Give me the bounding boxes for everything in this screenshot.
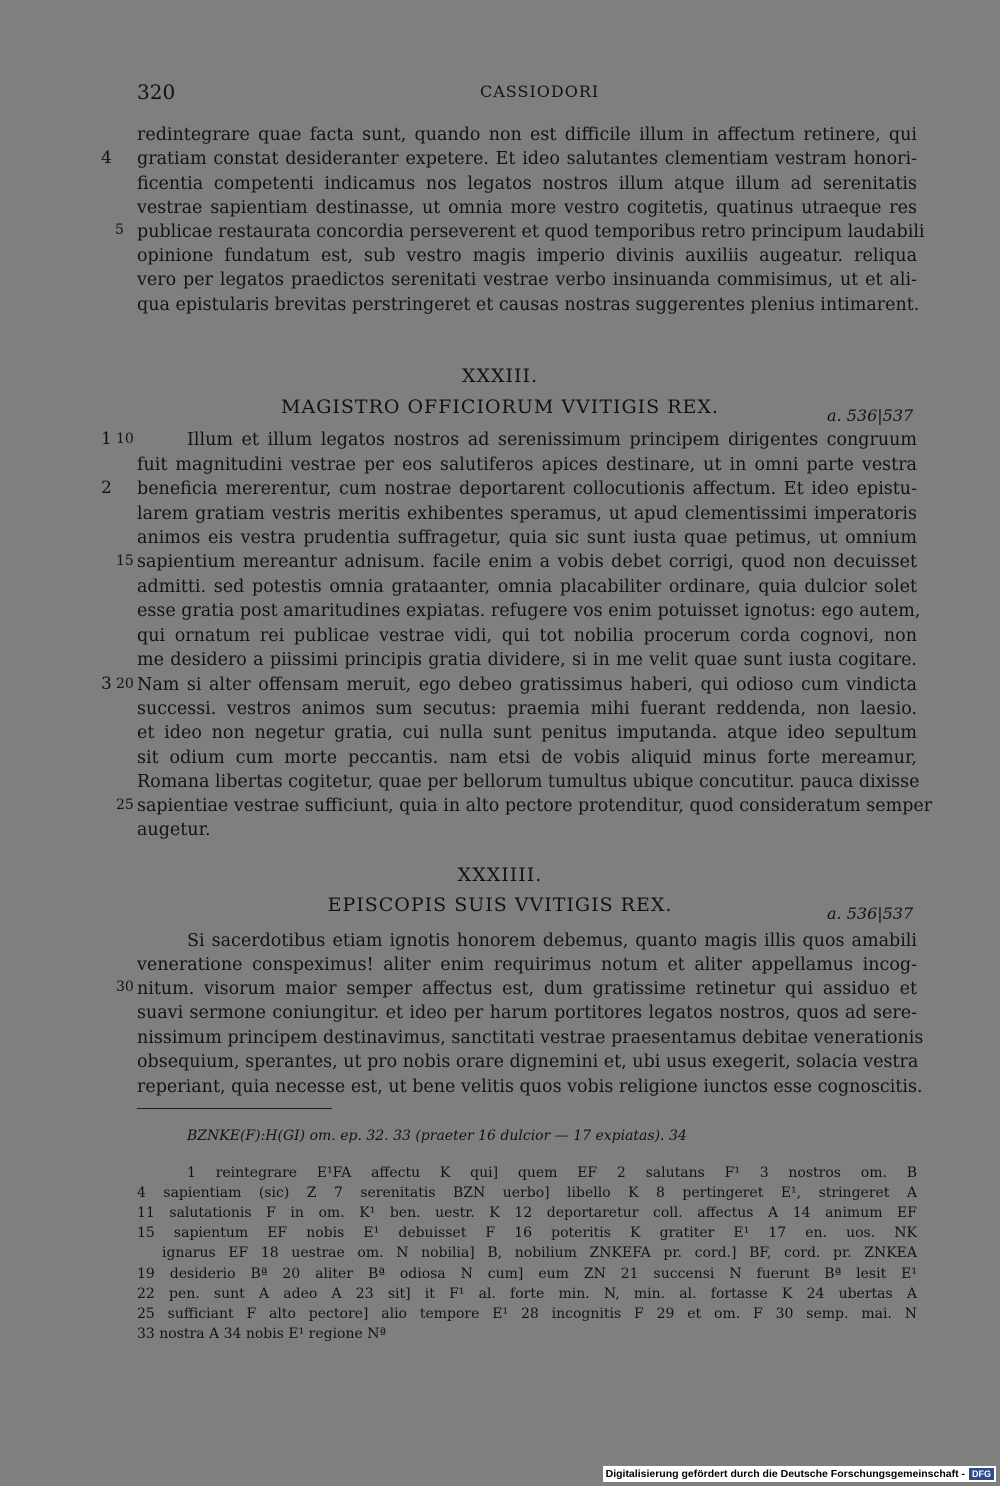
running-title: CASSIODORI: [480, 82, 600, 101]
paragraph-number: 2: [101, 478, 112, 498]
line-number: 15: [116, 553, 134, 569]
text-line: admitti. sed potestis omnia grataanter, omnia placabiliter ordinare, quia dulcior solet: [137, 577, 917, 597]
text-line: qua epistularis brevitas perstringeret et causas nostras suggerentes plenius intimarent.: [137, 295, 920, 315]
apparatus-line: 33 nostra A 34 nobis E¹ regione Nª: [137, 1326, 387, 1342]
text-line: vero per legatos praedictos serenitati vestrae verbo insinuanda commisimus, ut et ali-: [137, 270, 917, 290]
text-line: esse gratia post amaritudines expiatas. refugere vos enim potuisset ignotus: ego autem,: [137, 601, 921, 621]
apparatus-line: 11 salutationis F in om. K¹ ben. uestr. K 12 deportaretur coll. affectus A 14 animum EF: [137, 1205, 917, 1221]
text-line: Nam si alter offensam meruit, ego debeo gratissimus haberi, qui odioso cum vindicta: [137, 675, 917, 695]
apparatus-line: 15 sapientum EF nobis E¹ debuisset F 16 poteritis K gratiter E¹ 17 en. uos. NK: [137, 1225, 917, 1241]
text-line: beneficia mererentur, cum nostrae deportarent collocutionis affectum. Et ideo epistu-: [137, 479, 917, 499]
apparatus-line: ignarus EF 18 uestrae om. N nobilia] B, nobilium ZNKEFA pr. cord.] BF, cord. pr. ZNKEA: [162, 1245, 917, 1261]
text-line: veneratione conspeximus! aliter enim requirimus notum et aliter appellamus incog-: [137, 955, 917, 975]
text-line: et ideo non negetur gratia, cui nulla sunt penitus imputanda. atque ideo sepultum: [137, 723, 917, 743]
letter-number: XXXIIII.: [457, 864, 543, 886]
digitization-footer: [603, 1466, 996, 1482]
line-number: 25: [116, 797, 134, 813]
letter-number: XXXIII.: [461, 365, 539, 387]
text-line: qui ornatum rei publicae vestrae vidi, qui tot nobilia procerum corda cognovi, non: [137, 626, 917, 646]
text-line: obsequium, sperantes, ut pro nobis orare dignemini et, ubi usus exegerit, solacia vestra: [137, 1052, 919, 1072]
text-line: Romana libertas cogitetur, quae per bellorum tumultus ubique concutitur. pauca dixisse: [137, 772, 920, 792]
text-line: fuit magnitudini vestrae per eos salutiferos apices destinare, ut in omni parte vestra: [137, 455, 917, 475]
text-line: sapientiae vestrae sufficiunt, quia in alto pectore protenditur, quod consideratum semper: [137, 796, 933, 816]
text-line: nissimum principem destinavimus, sanctitati vestrae praesentamus debitae venerationis: [137, 1028, 924, 1048]
apparatus-line: 19 desiderio Bª 20 aliter Bª odiosa N cum] eum ZN 21 succensi N fuerunt Bª lesit E¹: [137, 1266, 917, 1282]
footer-text: Digitalisierung gefördert durch die Deutsche Forschungsgemeinschaft -: [605, 1468, 965, 1480]
letter-date: a. 536|537: [827, 904, 914, 923]
text-line: ficentia competenti indicamus nos legatos nostros illum atque illum ad serenitatis: [137, 174, 917, 194]
text-line: me desidero a piissimi principis gratia dividere, si in me velit quae sunt iusta cogitare.: [137, 650, 917, 670]
text-line: reperiant, quia necesse est, ut bene velitis quos vobis religione iunctos esse cognoscitis.: [137, 1077, 923, 1097]
paragraph-number: 4: [101, 148, 112, 168]
text-line: publicae restaurata concordia perseverent et quod temporibus retro principum laudabili: [137, 222, 925, 242]
dfg-logo[interactable]: DFG: [969, 1468, 994, 1480]
page-number: 320: [137, 80, 176, 104]
text-line: Illum et illum legatos nostros ad serenissimum principem dirigentes congruum: [187, 430, 917, 450]
paragraph-number: 1: [101, 429, 112, 449]
line-number: 5: [115, 222, 124, 238]
text-line: suavi sermone coniungitur. et ideo per harum portitores legatos nostros, quos ad sere-: [137, 1003, 917, 1023]
text-line: successi. vestros animos sum secutus: praemia mihi fuerant reddenda, non laesio.: [137, 699, 917, 719]
apparatus-line: 25 sufficiant F alto pectore] alio tempore E¹ 28 incognitis F 29 et om. F 30 semp. mai. N: [137, 1306, 917, 1322]
text-line: Si sacerdotibus etiam ignotis honorem debemus, quanto magis illis quos amabili: [187, 931, 917, 951]
apparatus-line: 22 pen. sunt A adeo A 23 sit] it F¹ al. forte min. N, min. al. fortasse K 24 ubertas A: [137, 1286, 917, 1302]
apparatus-line: 1 reintegrare E¹FA affectu K qui] quem EF 2 salutans F¹ 3 nostros om. B: [187, 1165, 917, 1181]
text-line: opinione fundatum est, sub vestro magis imperio divinis auxiliis augeatur. reliqua: [137, 246, 917, 266]
line-number: 30: [116, 979, 134, 995]
line-number: 10: [116, 431, 134, 447]
text-line: animos eis vestra prudentia suffragetur, quia sic sunt iusta quae petimus, ut omnium: [137, 528, 917, 548]
text-line: sit odium cum morte peccantis. nam etsi de vobis aliquid minus forte mereamur,: [137, 748, 917, 768]
text-line: vestrae sapientiam destinasse, ut omnia more vestro cogitetis, quatinus utraeque res: [137, 198, 917, 218]
letter-title: MAGISTRO OFFICIORUM VVITIGIS REX.: [281, 396, 719, 418]
footnote-rule: [137, 1108, 332, 1109]
text-line: augetur.: [137, 820, 211, 840]
text-line: larem gratiam vestris meritis exhibentes speramus, ut apud clementissimi imperatoris: [137, 504, 917, 524]
text-line: gratiam constat desideranter expetere. Et ideo salutantes clementiam vestram honori-: [137, 149, 917, 169]
letter-date: a. 536|537: [827, 406, 914, 425]
manuscript-sources: BZNKE(F):H(GI) om. ep. 32. 33 (praeter 16 dulcior — 17 expiatas). 34: [187, 1128, 687, 1144]
text-line: redintegrare quae facta sunt, quando non est difficile illum in affectum retinere, qui: [137, 125, 917, 145]
apparatus-line: 4 sapientiam (sic) Z 7 serenitatis BZN uerbo] libello K 8 pertingeret E¹, stringeret A: [137, 1185, 917, 1201]
letter-title: EPISCOPIS SUIS VVITIGIS REX.: [327, 894, 673, 916]
line-number: 20: [116, 676, 134, 692]
text-line: sapientium mereantur adnisum. facile enim a vobis debet corrigi, quod non decuisset: [137, 552, 917, 572]
paragraph-number: 3: [101, 674, 112, 694]
text-line: nitum. visorum maior semper affectus est, dum gratissime retinetur qui assiduo et: [137, 979, 917, 999]
